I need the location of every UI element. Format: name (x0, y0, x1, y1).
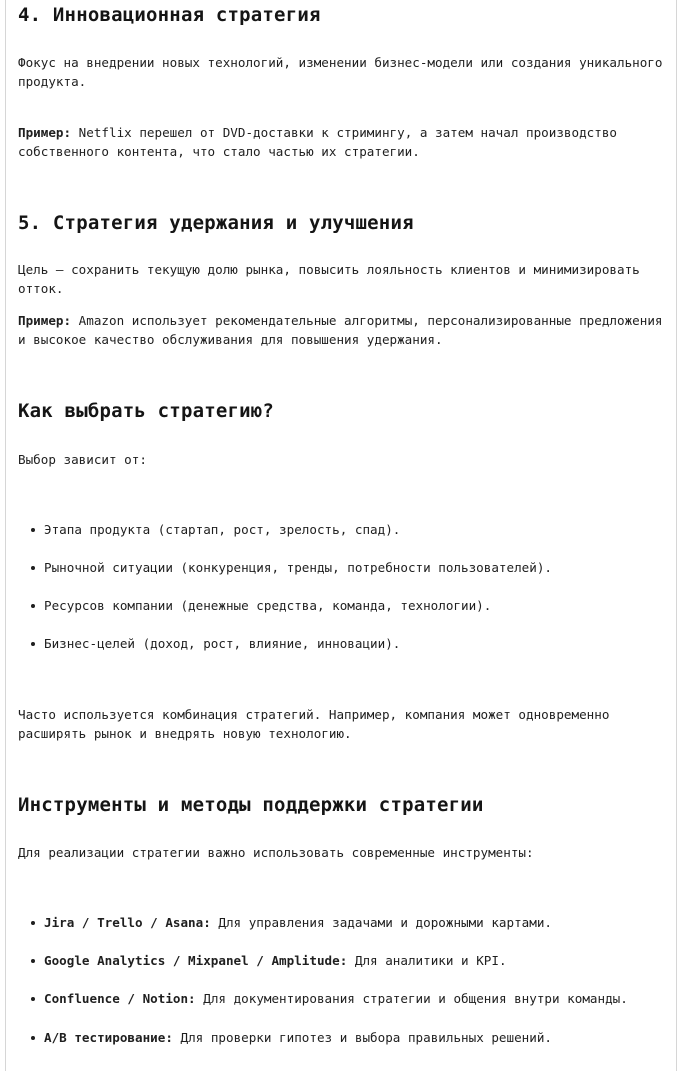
example-text: Netflix перешел от DVD-доставки к стримингу, а затем начал производство собственного контента, что стало частью их стратегии. (18, 125, 617, 159)
section-5-text: Цель — сохранить текущую долю рынка, повысить лояльность клиентов и минимизировать отток. (18, 262, 640, 296)
tools-heading: Инструменты и методы поддержки стратегии (18, 794, 484, 816)
tool-text: Для документирования стратегии и общения внутри команды. (195, 991, 628, 1006)
tool-label: Confluence / Notion: (44, 991, 196, 1006)
section-4-example (18, 123, 664, 161)
tool-text: Для управления задачами и дорожными картами. (210, 915, 553, 930)
list-item (44, 913, 664, 932)
tool-label: A/B тестирование: (44, 1030, 173, 1045)
choose-heading: Как выбрать стратегию? (18, 400, 275, 422)
list-item (44, 989, 664, 1008)
example-text: Amazon использует рекомендательные алгоритмы, персонализированные предложения и высокое качество обслуживания для повышения удержания. (18, 313, 663, 347)
list-item: Этапа продукта (стартап, рост, зрелость, спад). (44, 520, 664, 539)
list-item: Бизнес-целей (доход, рост, влияние, инновации). (44, 634, 664, 653)
choose-outro: Часто используется комбинация стратегий. Например, компания может одновременно расширять рынок и внедрять новую технологию. (18, 707, 610, 741)
list-item: Рыночной ситуации (конкуренция, тренды, потребности пользователей). (44, 558, 664, 577)
article-page (5, 0, 677, 1071)
list-item (44, 951, 664, 970)
example-label: Пример: (18, 313, 72, 328)
section-5-heading: 5. Стратегия удержания и улучшения (18, 212, 414, 234)
tools-intro: Для реализации стратегии важно использовать современные инструменты: (18, 845, 534, 860)
choose-intro: Выбор зависит от: (18, 452, 147, 467)
list-item: Ресурсов компании (денежные средства, команда, технологии). (44, 596, 664, 615)
section-4-text: Фокус на внедрении новых технологий, изменении бизнес-модели или создания уникального продукта. (18, 55, 663, 89)
example-label: Пример: (18, 125, 72, 140)
tool-label: Google Analytics / Mixpanel / Amplitude: (44, 953, 348, 968)
section-4-heading: 4. Инновационная стратегия (18, 4, 321, 26)
section-5-example (18, 311, 664, 349)
tool-text: Для проверки гипотез и выбора правильных решений. (172, 1030, 553, 1045)
tool-text: Для аналитики и KPI. (347, 953, 507, 968)
list-item (44, 1028, 664, 1047)
tool-label: Jira / Trello / Asana: (44, 915, 211, 930)
